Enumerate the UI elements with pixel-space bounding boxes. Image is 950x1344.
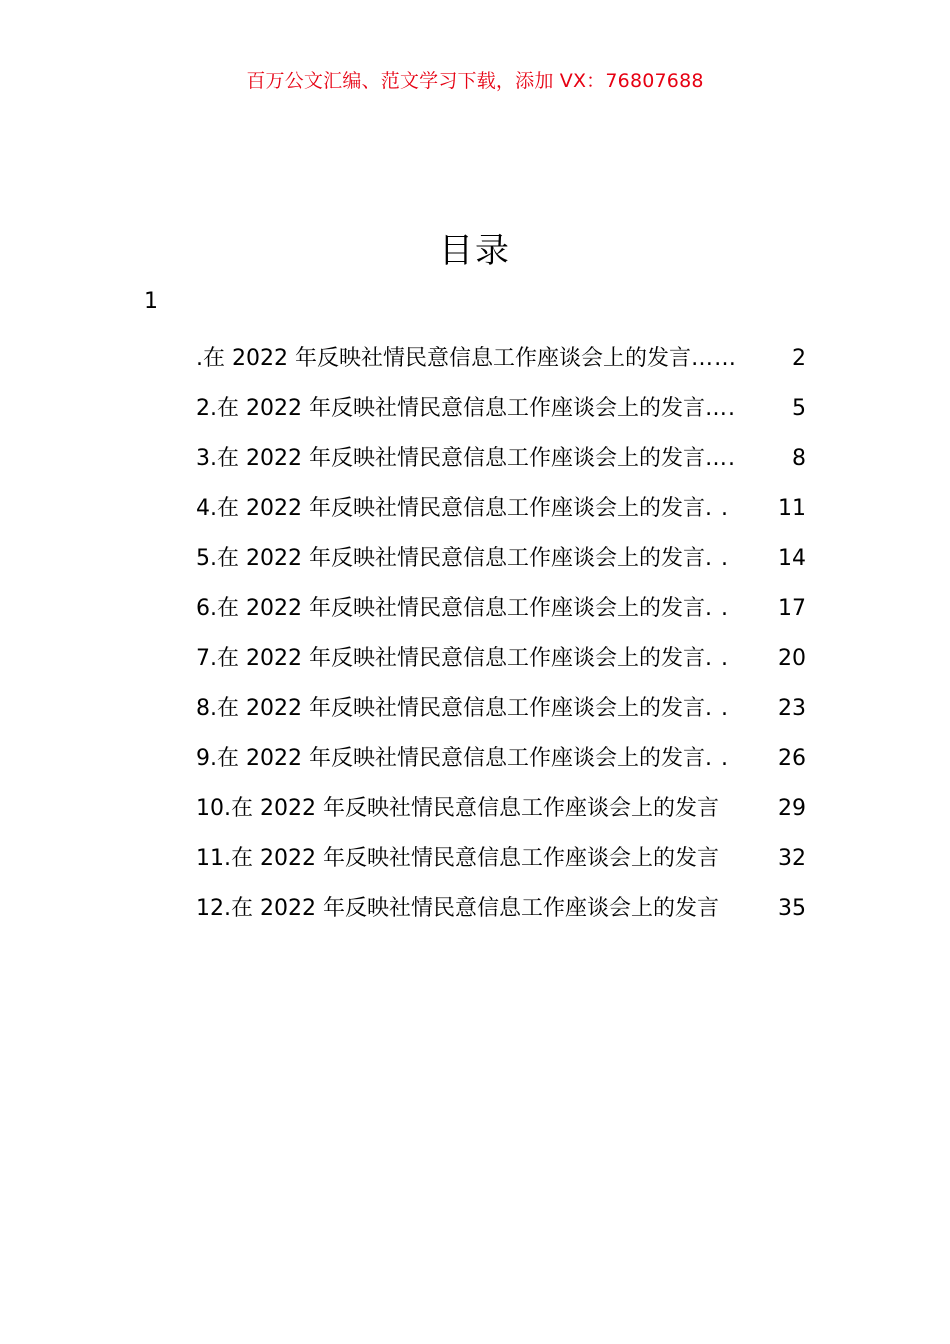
toc-entry-title: 12.在 2022 年反映社情民意信息工作座谈会上的发言 [196, 896, 719, 921]
toc-entry-title: .在 2022 年反映社情民意信息工作座谈会上的发言 [196, 346, 691, 371]
table-of-contents [196, 334, 806, 934]
toc-entry-title: 8.在 2022 年反映社情民意信息工作座谈会上的发言 [196, 696, 705, 721]
toc-entry-leader: …. [704, 446, 736, 471]
header-note: 百万公文汇编、范文学习下载，添加 VX：76807688 [246, 70, 704, 92]
toc-entry-page-number: 11 [778, 496, 806, 521]
page-title: 目录 [439, 231, 511, 271]
toc-entry[interactable] [196, 834, 806, 884]
toc-entry[interactable] [196, 884, 806, 934]
toc-entry-leader: . . [704, 646, 729, 671]
toc-entry-title: 4.在 2022 年反映社情民意信息工作座谈会上的发言 [196, 496, 705, 521]
toc-entry-page-number: 20 [778, 646, 806, 671]
toc-entry-leader: . . [704, 696, 729, 721]
toc-entry-page-number: 29 [778, 796, 806, 821]
stray-number: 1 [144, 289, 158, 314]
toc-entry-page-number: 35 [778, 896, 806, 921]
toc-entry-page-number: 26 [778, 746, 806, 771]
toc-entry-title: 7.在 2022 年反映社情民意信息工作座谈会上的发言 [196, 646, 705, 671]
toc-entry[interactable] [196, 334, 806, 384]
toc-entry[interactable] [196, 634, 806, 684]
toc-entry-page-number: 5 [792, 396, 806, 421]
toc-entry-page-number: 17 [778, 596, 806, 621]
toc-entry-title: 3.在 2022 年反映社情民意信息工作座谈会上的发言 [196, 446, 705, 471]
toc-entry-page-number: 8 [792, 446, 806, 471]
toc-entry[interactable] [196, 484, 806, 534]
toc-entry-leader: . . [704, 746, 729, 771]
toc-entry[interactable] [196, 534, 806, 584]
toc-entry-page-number: 32 [778, 846, 806, 871]
toc-entry-page-number: 2 [792, 346, 806, 371]
toc-entry-leader: . . [704, 496, 729, 521]
toc-entry-title: 5.在 2022 年反映社情民意信息工作座谈会上的发言 [196, 546, 705, 571]
toc-entry-title: 6.在 2022 年反映社情民意信息工作座谈会上的发言 [196, 596, 705, 621]
toc-entry[interactable] [196, 684, 806, 734]
toc-entry-leader: …. [704, 396, 736, 421]
toc-entry-title: 10.在 2022 年反映社情民意信息工作座谈会上的发言 [196, 796, 719, 821]
toc-entry-page-number: 23 [778, 696, 806, 721]
toc-entry-page-number: 14 [778, 546, 806, 571]
toc-entry-title: 9.在 2022 年反映社情民意信息工作座谈会上的发言 [196, 746, 705, 771]
toc-entry[interactable] [196, 434, 806, 484]
toc-entry-leader: …… [690, 346, 737, 371]
toc-entry[interactable] [196, 784, 806, 834]
toc-entry[interactable] [196, 384, 806, 434]
toc-entry[interactable] [196, 584, 806, 634]
toc-entry-title: 2.在 2022 年反映社情民意信息工作座谈会上的发言 [196, 396, 705, 421]
toc-entry-title: 11.在 2022 年反映社情民意信息工作座谈会上的发言 [196, 846, 719, 871]
toc-entry[interactable] [196, 734, 806, 784]
toc-entry-leader: . . [704, 596, 729, 621]
toc-entry-leader: . . [704, 546, 729, 571]
